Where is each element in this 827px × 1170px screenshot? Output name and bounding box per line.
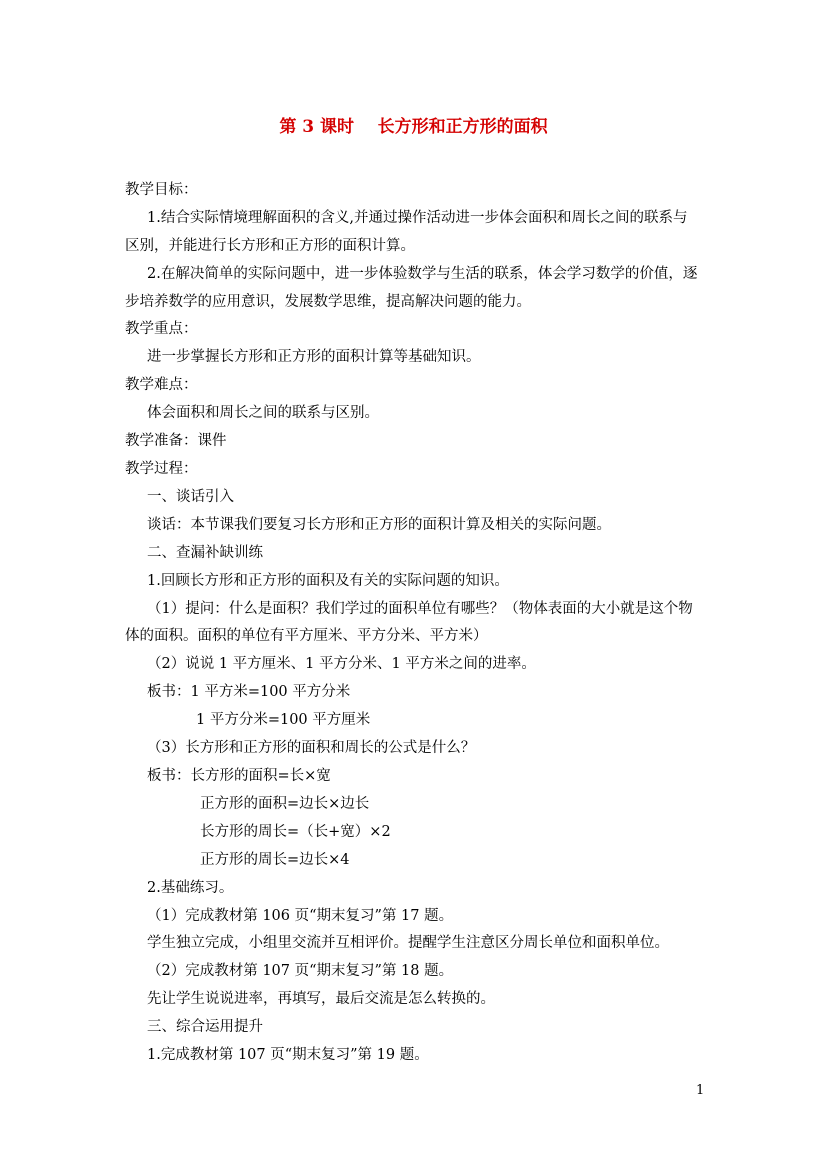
- paragraph-line: （3）长方形和正方形的面积和周长的公式是什么？: [147, 740, 476, 756]
- paragraph-line: 1 平方分米=100 平方厘米: [196, 712, 371, 728]
- paragraph-line: 1.回顾长方形和正方形的面积及有关的实际问题的知识。: [147, 573, 509, 589]
- paragraph-line: 板书：长方形的面积=长×宽: [147, 768, 331, 784]
- paragraph-line: （1）提问：什么是面积？我们学过的面积单位有哪些？（物体表面的大小就是这个物: [147, 601, 693, 617]
- paragraph-line: 区别，并能进行长方形和正方形的面积计算。: [125, 238, 415, 254]
- paragraph-line: 先让学生说说进率，再填写，最后交流是怎么转换的。: [147, 991, 495, 1007]
- paragraph-line: 正方形的面积=边长×边长: [200, 796, 370, 812]
- paragraph-line: （2）说说 1 平方厘米、1 平方分米、1 平方米之间的进率。: [147, 656, 536, 672]
- section-heading-key-points: 教学重点：: [125, 321, 198, 337]
- paragraph-line: 正方形的周长=边长×4: [200, 852, 350, 868]
- subsection-heading: 一、谈话引入: [147, 489, 234, 505]
- page-number: 1: [696, 1083, 705, 1098]
- paragraph-line: 步培养数学的应用意识，发展数学思维，提高解决问题的能力。: [125, 294, 531, 310]
- paragraph-line: 谈话：本节课我们要复习长方形和正方形的面积计算及相关的实际问题。: [147, 517, 611, 533]
- section-heading-difficulties: 教学难点：: [125, 377, 198, 393]
- paragraph-line: 体会面积和周长之间的联系与区别。: [147, 405, 379, 421]
- section-heading-objectives: 教学目标：: [125, 182, 198, 198]
- paragraph-line: 板书：1 平方米=100 平方分米: [147, 684, 351, 700]
- paragraph-line: 2.基础练习。: [147, 880, 234, 896]
- paragraph-line: 体的面积。面积的单位有平方厘米、平方分米、平方米）: [125, 628, 488, 644]
- subsection-heading: 二、查漏补缺训练: [147, 545, 263, 561]
- paragraph-line: 1.结合实际情境理解面积的含义,并通过操作活动进一步体会面积和周长之间的联系与: [147, 210, 688, 226]
- paragraph-line: 进一步掌握长方形和正方形的面积计算等基础知识。: [147, 349, 481, 365]
- paragraph-line: 2.在解决简单的实际问题中，进一步体验数学与生活的联系，体会学习数学的价值，逐: [147, 266, 698, 282]
- section-heading-preparation: 教学准备：课件: [125, 433, 227, 449]
- paragraph-line: 1.完成教材第 107 页“期末复习”第 19 题。: [147, 1047, 429, 1063]
- section-heading-process: 教学过程：: [125, 461, 198, 477]
- paragraph-line: 学生独立完成，小组里交流并互相评价。提醒学生注意区分周长单位和面积单位。: [147, 935, 669, 951]
- paragraph-line: 长方形的周长=（长+宽）×2: [200, 824, 391, 840]
- subsection-heading: 三、综合运用提升: [147, 1019, 263, 1035]
- paragraph-line: （2）完成教材第 107 页“期末复习”第 18 题。: [147, 963, 454, 979]
- lesson-title: 第 3 课时 长方形和正方形的面积: [279, 117, 548, 137]
- paragraph-line: （1）完成教材第 106 页“期末复习”第 17 题。: [147, 908, 454, 924]
